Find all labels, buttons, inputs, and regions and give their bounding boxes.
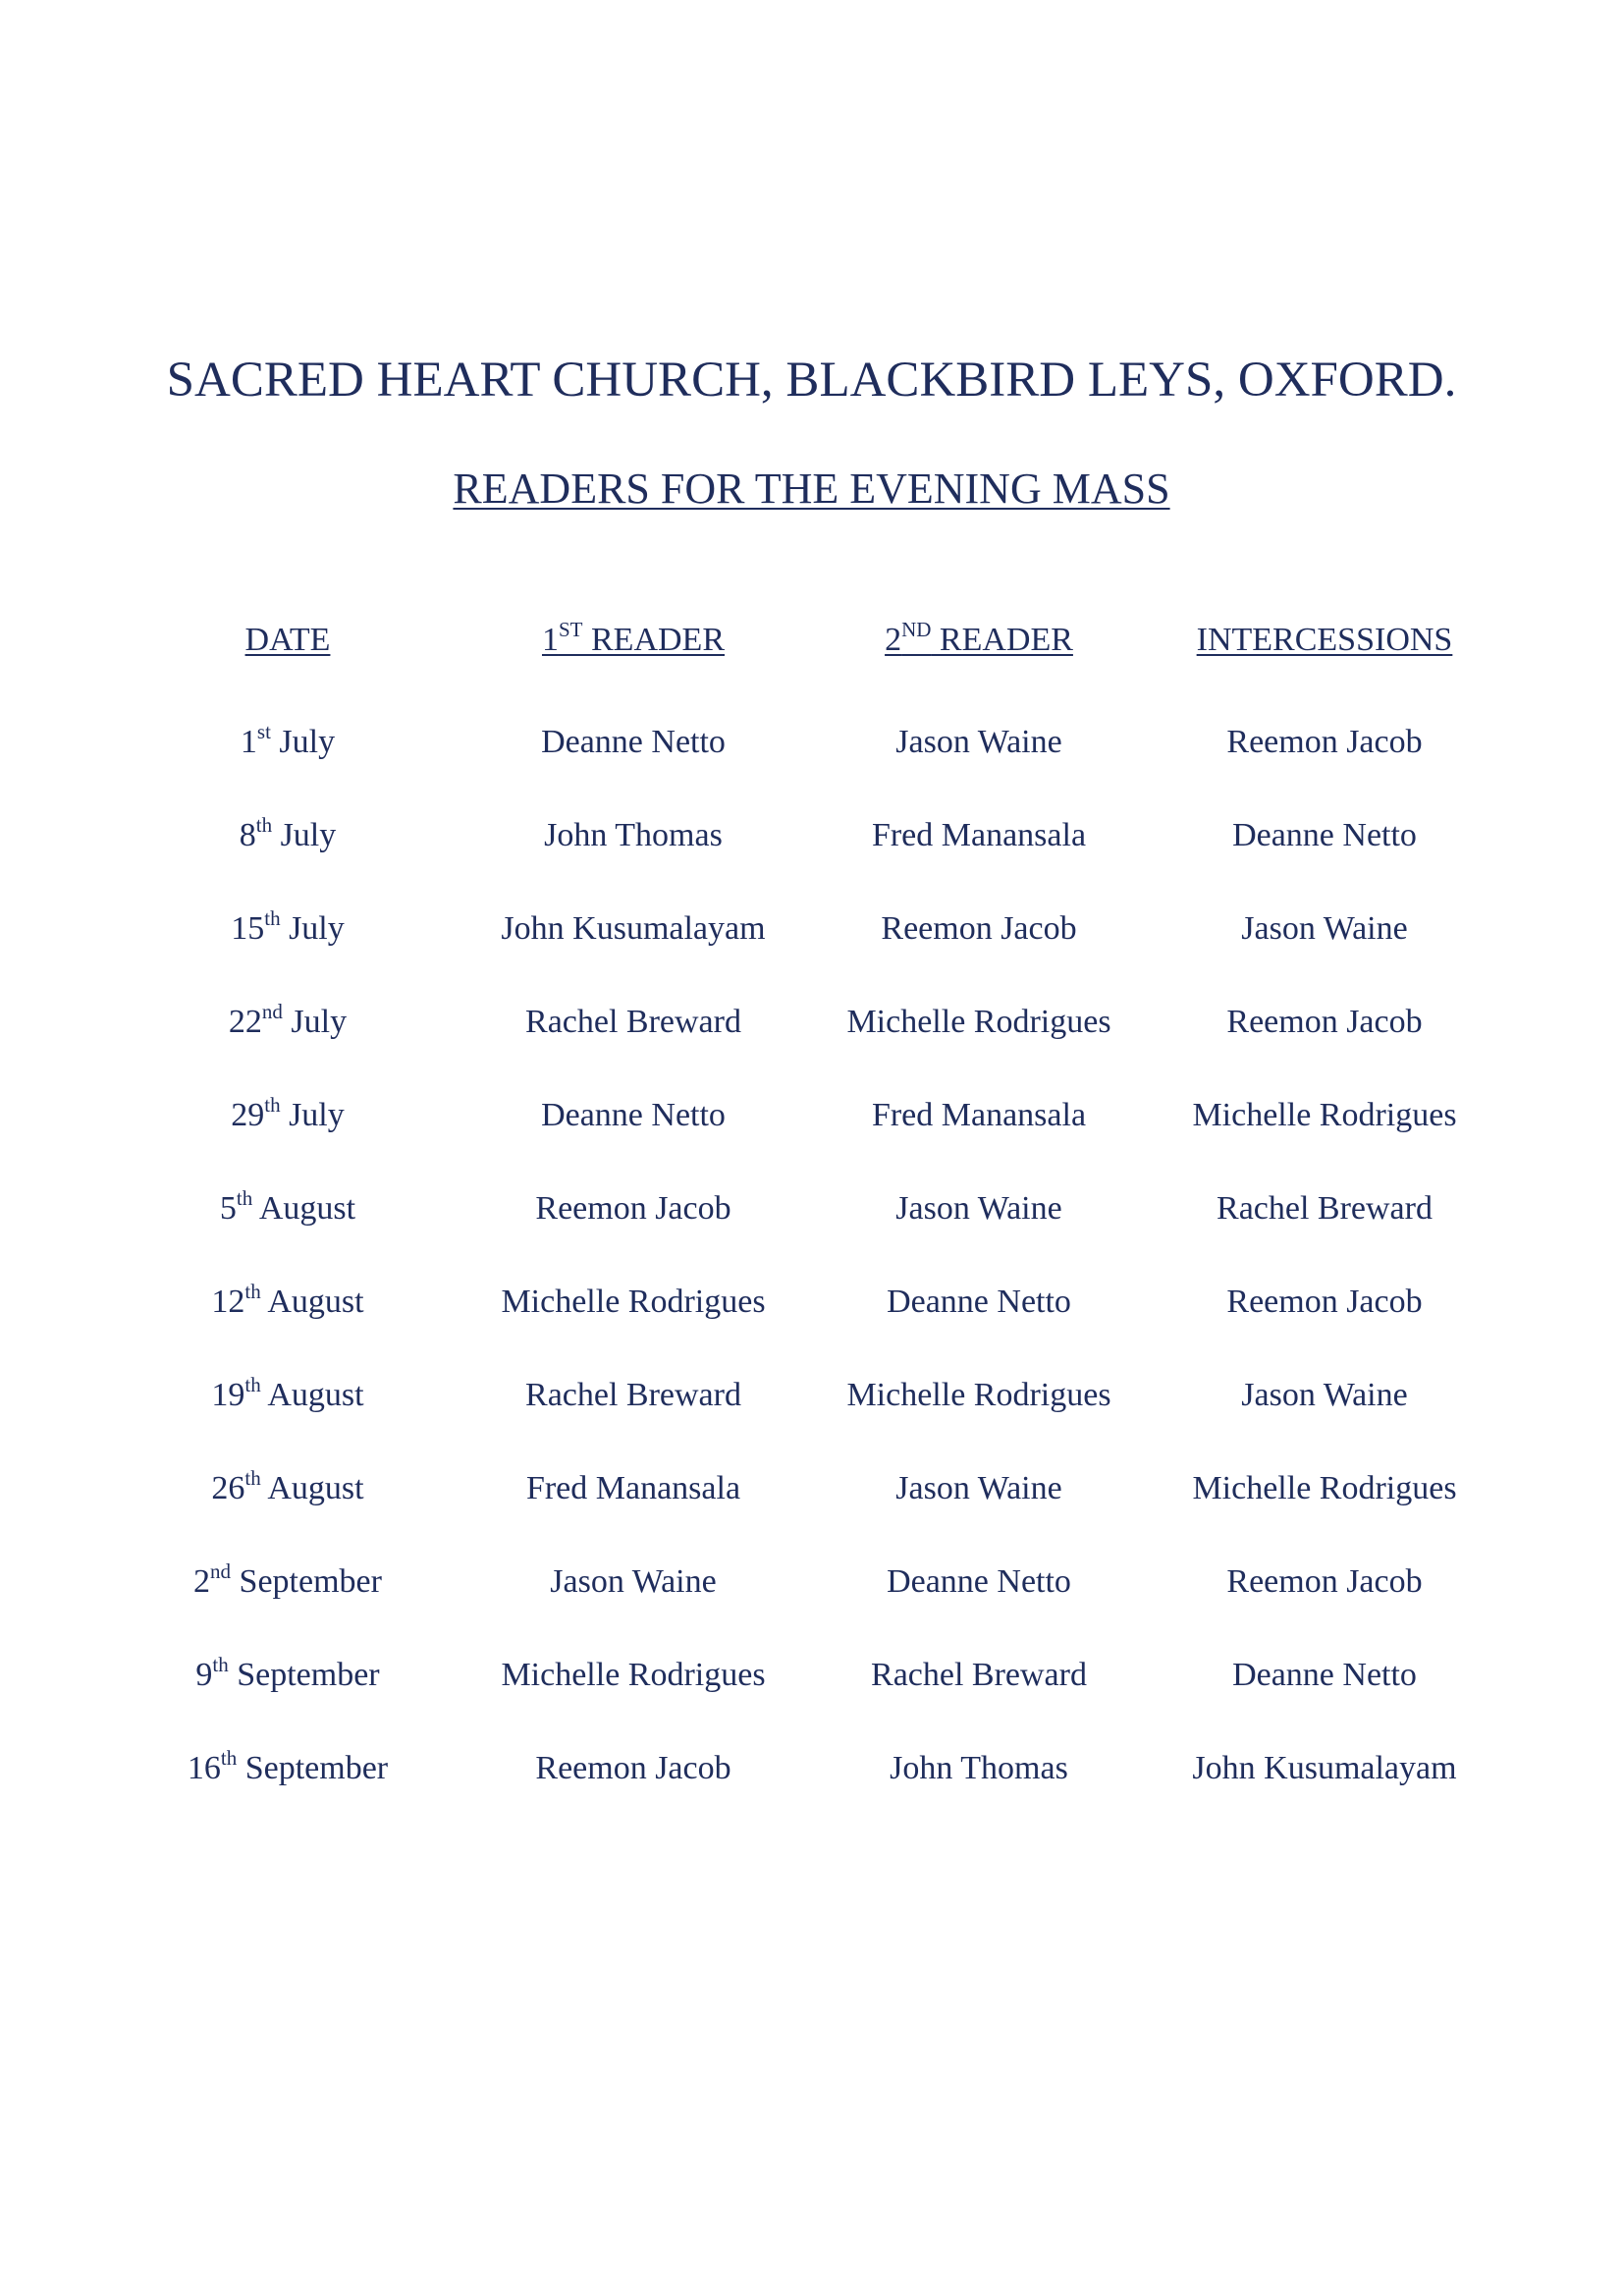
date-cell: 26th August	[211, 1466, 364, 1506]
date-cell: 29th July	[231, 1093, 345, 1133]
table-row	[0, 907, 1623, 1001]
table-row	[0, 1654, 1623, 1747]
intercessions-cell: Michelle Rodrigues	[1192, 1470, 1457, 1506]
date-cell: 16th September	[187, 1746, 389, 1786]
table-row	[0, 1001, 1623, 1094]
first-reader-cell: John Kusumalayam	[501, 910, 766, 947]
intercessions-cell: Deanne Netto	[1232, 1657, 1417, 1693]
readers-schedule-table	[0, 619, 1623, 1840]
first-reader-cell: Michelle Rodrigues	[501, 1657, 766, 1693]
first-reader-cell: John Thomas	[544, 817, 723, 853]
second-reader-cell: John Thomas	[890, 1750, 1068, 1786]
table-row	[0, 1281, 1623, 1374]
intercessions-cell: Reemon Jacob	[1226, 1284, 1423, 1320]
table-row	[0, 721, 1623, 814]
intercessions-cell: Jason Waine	[1241, 910, 1408, 947]
second-reader-cell: Deanne Netto	[887, 1284, 1071, 1320]
date-cell: 1st July	[240, 720, 336, 760]
date-cell: 15th July	[231, 906, 345, 947]
second-reader-cell: Fred Manansala	[871, 1097, 1087, 1133]
table-row	[0, 1374, 1623, 1467]
table-row	[0, 1094, 1623, 1187]
intercessions-cell: Reemon Jacob	[1226, 1004, 1423, 1040]
date-cell: 8th July	[239, 813, 337, 853]
table-body	[0, 721, 1623, 1840]
intercessions-cell: Jason Waine	[1241, 1377, 1408, 1413]
first-reader-cell: Rachel Breward	[525, 1004, 741, 1040]
date-cell: 2nd September	[193, 1559, 382, 1600]
second-reader-cell: Rachel Breward	[871, 1657, 1087, 1693]
date-cell: 22nd July	[228, 1000, 348, 1040]
second-reader-cell: Deanne Netto	[887, 1563, 1071, 1600]
first-reader-cell: Deanne Netto	[541, 1097, 726, 1133]
second-reader-cell: Michelle Rodrigues	[846, 1377, 1111, 1413]
second-reader-cell: Fred Manansala	[871, 817, 1087, 853]
table-row	[0, 1187, 1623, 1281]
intercessions-cell: Reemon Jacob	[1226, 1563, 1423, 1600]
first-reader-cell: Reemon Jacob	[535, 1190, 731, 1227]
date-cell: 9th September	[195, 1653, 380, 1693]
intercessions-cell: John Kusumalayam	[1192, 1750, 1457, 1786]
header-second-reader: 2ND READER	[885, 618, 1073, 658]
intercessions-cell: Reemon Jacob	[1226, 724, 1423, 760]
page-title: SACRED HEART CHURCH, BLACKBIRD LEYS, OXFORD.	[166, 353, 1457, 408]
header-first-reader: 1ST READER	[541, 618, 725, 658]
table-row	[0, 814, 1623, 907]
second-reader-cell: Reemon Jacob	[881, 910, 1077, 947]
first-reader-cell: Reemon Jacob	[535, 1750, 731, 1786]
first-reader-cell: Deanne Netto	[541, 724, 726, 760]
table-header-row	[0, 619, 1623, 721]
first-reader-cell: Rachel Breward	[525, 1377, 741, 1413]
intercessions-cell: Rachel Breward	[1217, 1190, 1433, 1227]
intercessions-cell: Michelle Rodrigues	[1192, 1097, 1457, 1133]
header-intercessions: INTERCESSIONS	[1196, 622, 1453, 658]
first-reader-cell: Michelle Rodrigues	[501, 1284, 766, 1320]
page-subtitle: READERS FOR THE EVENING MASS	[453, 465, 1170, 513]
date-cell: 12th August	[211, 1280, 364, 1320]
second-reader-cell: Jason Waine	[895, 724, 1062, 760]
second-reader-cell: Jason Waine	[895, 1470, 1062, 1506]
first-reader-cell: Fred Manansala	[525, 1470, 741, 1506]
intercessions-cell: Deanne Netto	[1232, 817, 1417, 853]
header-date: DATE	[244, 622, 331, 658]
date-cell: 19th August	[211, 1373, 364, 1413]
second-reader-cell: Jason Waine	[895, 1190, 1062, 1227]
second-reader-cell: Michelle Rodrigues	[846, 1004, 1111, 1040]
date-cell: 5th August	[219, 1186, 356, 1227]
table-row	[0, 1747, 1623, 1840]
table-row	[0, 1467, 1623, 1560]
first-reader-cell: Jason Waine	[550, 1563, 717, 1600]
table-row	[0, 1560, 1623, 1654]
